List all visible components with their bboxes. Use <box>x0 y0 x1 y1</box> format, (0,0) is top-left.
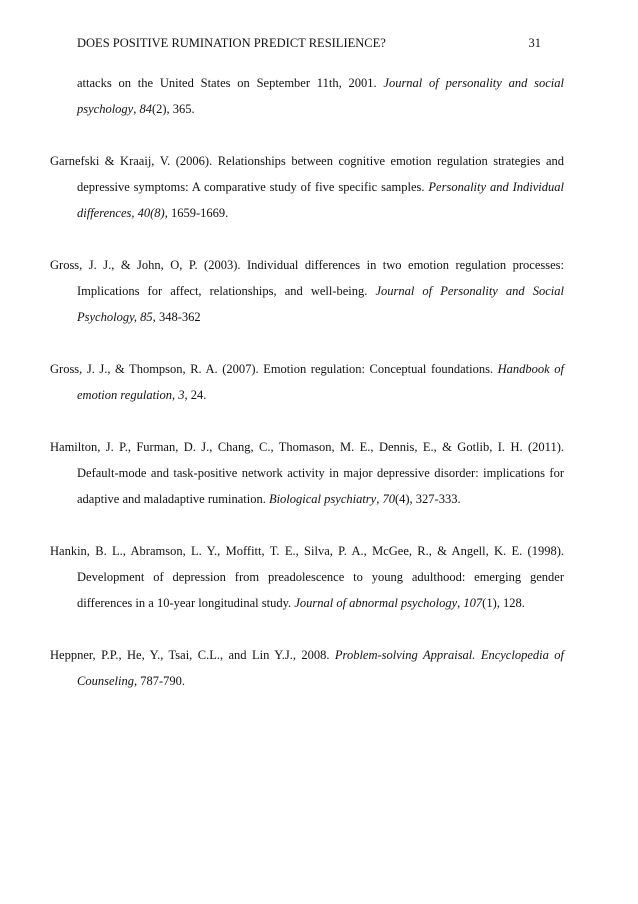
reference-entry: Gross, J. J., & Thompson, R. A. (2007). Emotion regulation: Conceptual foundations. Handbook of emotion regulation, 3, 24. <box>50 362 564 402</box>
running-head-title: DOES POSITIVE RUMINATION PREDICT RESILIENCE? <box>77 36 386 50</box>
reference-entry: Hamilton, J. P., Furman, D. J., Chang, C., Thomason, M. E., Dennis, E., & Gotlib, I. H. (2011). Default-mode and task-positive network activity in major depressive disorder: implications for adaptive and maladaptive rumination. Biological psychiatry, 70(4), 327-333. <box>50 440 564 506</box>
reference-list <box>50 70 564 720</box>
reference-entry: Garnefski & Kraaij, V. (2006). Relationships between cognitive emotion regulation strategies and depressive symptoms: A comparative study of five specific samples. Personality and Individual differences, 40(8), 1659-1669. <box>50 154 564 220</box>
page-number: 31 <box>528 36 541 50</box>
reference-entry: Hankin, B. L., Abramson, L. Y., Moffitt, T. E., Silva, P. A., McGee, R., & Angell, K. E. (1998). Development of depression from preadolescence to young adulthood: emerging gender differences in a 10-year longitudinal study. Journal of abnormal psychology, 107(1), 128. <box>50 544 564 610</box>
reference-entry: Gross, J. J., & John, O, P. (2003). Individual differences in two emotion regulation processes: Implications for affect, relationships, and well-being. Journal of Personality and Social Psychology, 85, 348-362 <box>50 258 564 324</box>
reference-entry: attacks on the United States on September 11th, 2001. Journal of personality and social psychology, 84(2), 365. <box>77 76 564 116</box>
reference-entry: Heppner, P.P., He, Y., Tsai, C.L., and Lin Y.J., 2008. Problem-solving Appraisal. Encyclopedia of Counseling, 787-790. <box>50 648 564 688</box>
